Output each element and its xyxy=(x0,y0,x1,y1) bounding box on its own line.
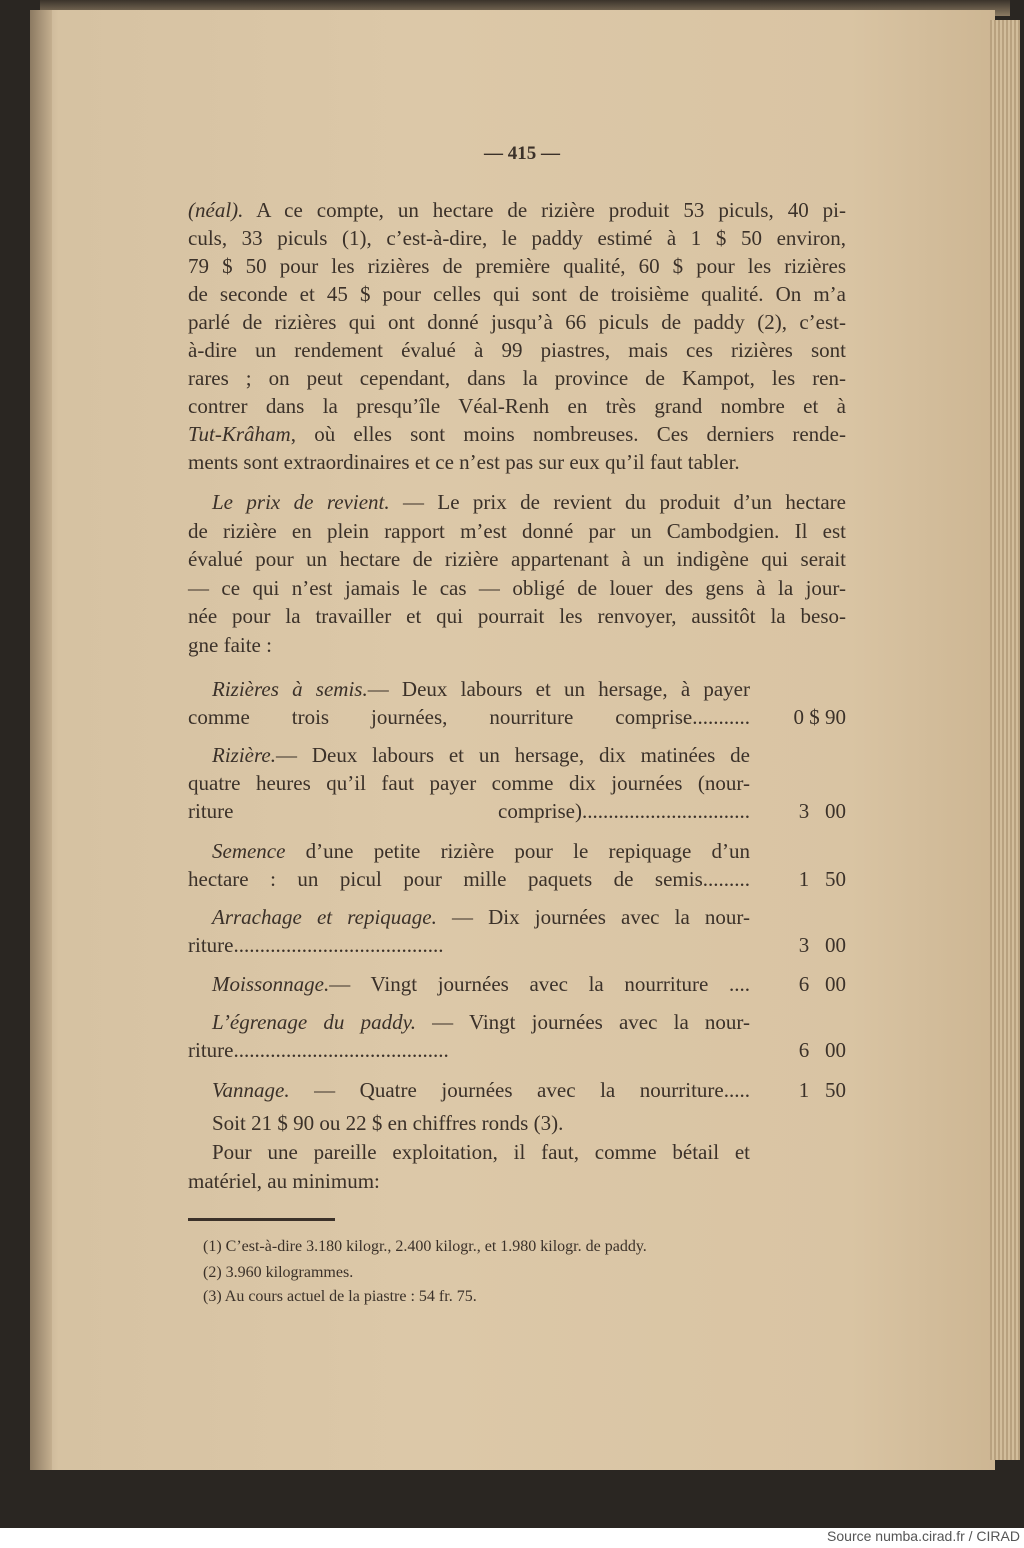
footnote-1: (1) C’est-à-dire 3.180 kilogr., 2.400 kilogr., et 1.980 kilogr. de paddy. xyxy=(203,1238,647,1255)
italic-text: Tut-Krâham xyxy=(188,422,291,446)
text-line xyxy=(188,1076,750,1104)
text-segment: — ce qui n’est jamais le cas — obligé de louer des gens à la jour- xyxy=(188,575,846,600)
text-segment: contrer dans la presqu’île Véal-Renh en très grand nombre et à xyxy=(188,394,846,418)
text-segment: quatre heures qu’il faut payer comme dix journées (nour- xyxy=(188,771,750,795)
page-number: — 415 — xyxy=(484,143,560,164)
text-line xyxy=(188,865,750,893)
cost-amount: 3 00 xyxy=(798,799,846,823)
italic-text: Semence xyxy=(212,839,286,863)
text-segment: — Quatre journées avec la nourriture..... xyxy=(289,1078,750,1102)
italic-text: Arrachage et repiquage. xyxy=(212,905,437,929)
text-segment: de rizière en plein rapport m’est donné par un Cambodgien. Il est xyxy=(188,518,846,543)
text-segment: matériel, au minimum: xyxy=(188,1169,380,1193)
text-line xyxy=(188,252,846,280)
cost-amount: 6 00 xyxy=(798,1038,846,1062)
text-line xyxy=(188,602,846,630)
text-line xyxy=(188,392,846,420)
text-line xyxy=(188,574,846,602)
footnote-2: (2) 3.960 kilogrammes. xyxy=(203,1264,354,1281)
text-segment: Soit 21 $ 90 ou 22 $ en chiffres ronds (3). xyxy=(212,1111,564,1135)
text-line xyxy=(188,970,750,998)
text-segment: née pour la travailler et qui pourrait les renvoyer, aussitôt la beso- xyxy=(188,604,846,628)
text-line xyxy=(188,488,846,516)
text-segment: culs, 33 piculs (1), c’est-à-dire, le paddy estimé à 1 $ 50 environ, xyxy=(188,226,846,250)
text-segment: — Deux labours et un hersage, dix matinées de xyxy=(275,743,750,767)
text-segment: ments sont extraordinaires et ce n’est pas sur eux qu’il faut tabler. xyxy=(188,450,740,474)
cost-amount: 6 00 xyxy=(798,972,846,996)
text-line xyxy=(188,769,750,797)
text-segment: évalué pour un hectare de rizière appartenant à un indigène qui serait xyxy=(188,547,846,571)
text-line xyxy=(188,1138,750,1166)
text-segment: comme trois journées, nourriture comprise........... xyxy=(188,705,750,729)
italic-text: Moissonnage. xyxy=(212,972,330,996)
text-segment: — Deux labours et un hersage, à payer xyxy=(367,677,750,701)
page-gutter xyxy=(30,10,52,1470)
text-line xyxy=(188,196,846,224)
text-segment: d’une petite rizière pour le repiquage d’un xyxy=(285,839,750,863)
cost-amount: 1 50 xyxy=(798,867,846,891)
text-segment: hectare : un picul pour mille paquets de semis......... xyxy=(188,867,750,891)
text-line xyxy=(188,448,846,476)
text-segment: Pour une pareille exploitation, il faut, comme bétail et xyxy=(212,1140,750,1164)
text-line xyxy=(188,1036,750,1064)
italic-text: Rizières à semis. xyxy=(212,677,368,701)
text-line xyxy=(188,336,846,364)
text-line xyxy=(188,675,750,703)
text-line xyxy=(188,703,750,731)
text-segment: riture......................................... xyxy=(188,1038,449,1062)
page-edges xyxy=(990,20,1020,1460)
text-line xyxy=(188,545,846,573)
text-segment: riture comprise)................................ xyxy=(188,799,750,823)
text-line xyxy=(188,308,846,336)
text-line xyxy=(188,224,846,252)
text-segment: — Dix journées avec la nour- xyxy=(436,905,750,929)
cost-amount: 1 50 xyxy=(798,1078,846,1102)
text-segment: parlé de rizières qui ont donné jusqu’à 66 piculs de paddy (2), c’est- xyxy=(188,310,846,334)
text-line xyxy=(188,631,846,659)
footnote-3: (3) Au cours actuel de la piastre : 54 fr. 75. xyxy=(203,1288,477,1305)
text-segment: — Le prix de revient du produit d’un hectare xyxy=(389,490,846,514)
text-segment: de seconde et 45 $ pour celles qui sont de troisième qualité. On m’a xyxy=(188,282,846,306)
text-line xyxy=(188,931,750,959)
text-line xyxy=(188,797,750,825)
text-line xyxy=(188,517,846,545)
italic-text: Le prix de revient. xyxy=(212,490,390,514)
text-line xyxy=(188,837,750,865)
text-segment: 79 $ 50 pour les rizières de première qualité, 60 $ pour les rizières xyxy=(188,254,846,278)
text-segment: à-dire un rendement évalué à 99 piastres, mais ces rizières sont xyxy=(188,338,846,362)
cost-amount: 3 00 xyxy=(798,933,846,957)
text-segment: — Vingt journées avec la nour- xyxy=(416,1010,750,1034)
text-line xyxy=(188,1109,750,1137)
italic-text: L’égrenage du paddy. xyxy=(212,1010,416,1034)
italic-text: (néal). xyxy=(188,198,244,222)
text-segment: , où elles sont moins nombreuses. Ces derniers rende- xyxy=(290,422,846,446)
text-segment: rares ; on peut cependant, dans la province de Kampot, les ren- xyxy=(188,366,846,390)
text-line xyxy=(188,280,846,308)
text-line xyxy=(188,1167,750,1195)
text-segment: gne faite : xyxy=(188,632,272,657)
source-credit: Source numba.cirad.fr / CIRAD xyxy=(827,1528,1020,1544)
text-line xyxy=(188,1008,750,1036)
cost-amount: 0 $ 90 xyxy=(793,705,846,729)
text-line xyxy=(188,741,750,769)
text-line xyxy=(188,903,750,931)
text-line xyxy=(188,420,846,448)
italic-text: Vannage. xyxy=(212,1078,290,1102)
italic-text: Rizière. xyxy=(212,743,276,767)
text-line xyxy=(188,364,846,392)
text-segment: riture........................................ xyxy=(188,933,444,957)
text-segment: — Vingt journées avec la nourriture .... xyxy=(329,972,750,996)
text-segment: A ce compte, un hectare de rizière produit 53 piculs, 40 pi- xyxy=(243,198,846,222)
footnote-rule xyxy=(188,1218,335,1221)
